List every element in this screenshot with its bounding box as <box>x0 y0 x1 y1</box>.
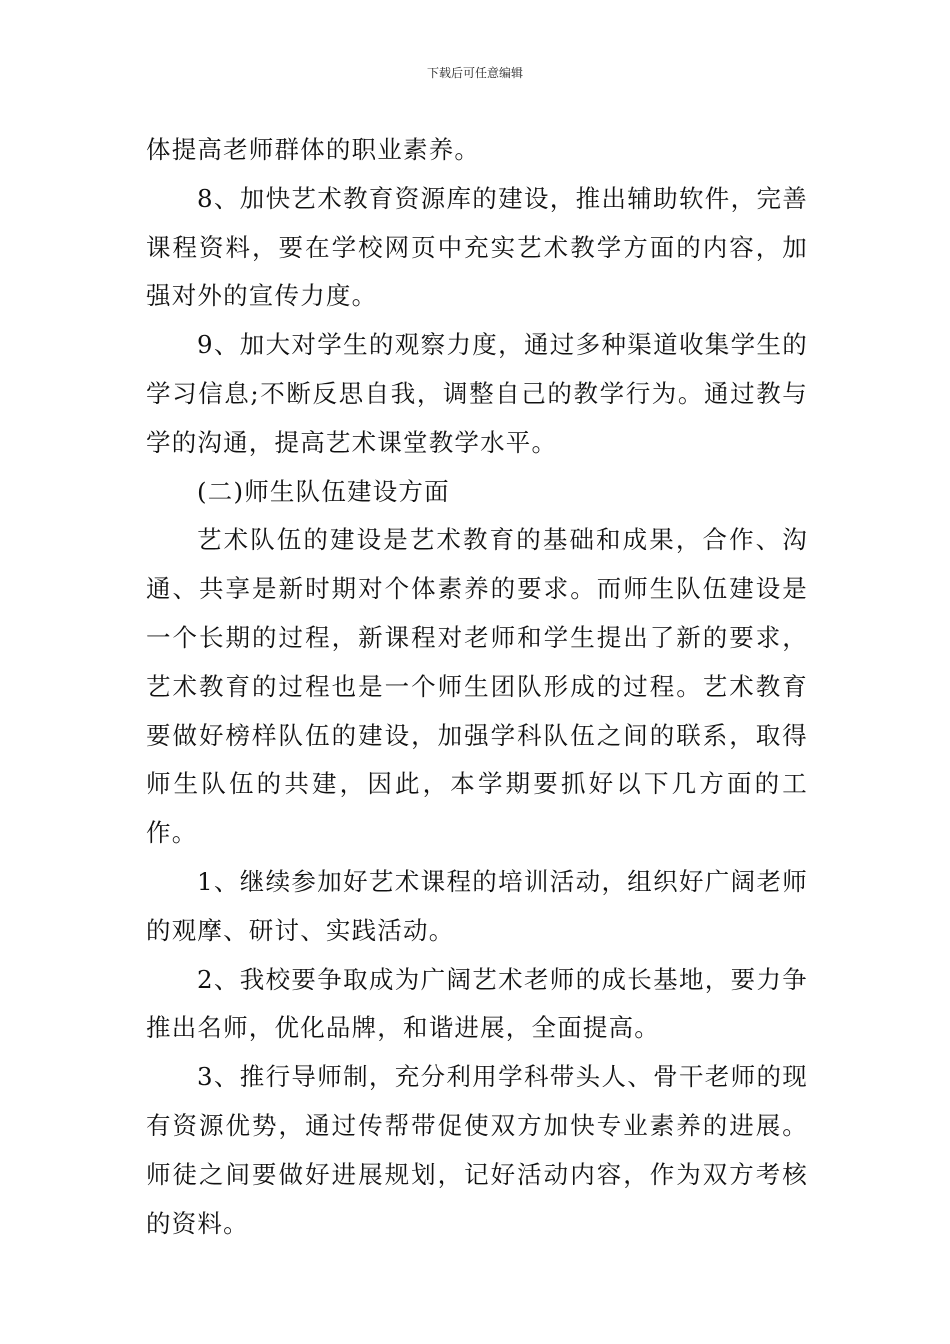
page-header: 下载后可任意编辑 <box>426 66 523 80</box>
paragraph-section-intro: 艺术队伍的建设是艺术教育的基础和成果，合作、沟通、共享是新时期对个体素养的要求。而师生队伍建设是一个长期的过程，新课程对老师和学生提出了新的要求，艺术教育的过程也是一个师生团队形成的过程。艺术教育要做好榜样队伍的建设，加强学科队伍之间的联系，取得师生队伍的共建，因此，本学期要抓好以下几方面的工作。 <box>146 525 808 848</box>
document-body <box>146 126 808 1248</box>
paragraph-continuation: 体提高老师群体的职业素养。 <box>146 135 481 164</box>
paragraph-item-8: 8、加快艺术教育资源库的建设，推出辅助软件，完善课程资料，要在学校网页中充实艺术教学方面的内容，加强对外的宣传力度。 <box>146 183 808 311</box>
section-heading: (二)师生队伍建设方面 <box>197 476 450 506</box>
paragraph-item-1: 1、继续参加好艺术课程的培训活动，组织好广阔老师的观摩、研讨、实践活动。 <box>146 866 808 945</box>
paragraph-item-9: 9、加大对学生的观察力度，通过多种渠道收集学生的学习信息;不断反思自我，调整自己的教学行为。通过教与学的沟通，提高艺术课堂教学水平。 <box>146 330 808 457</box>
paragraph-item-2: 2、我校要争取成为广阔艺术老师的成长基地，要力争推出名师，优化品牌，和谐进展，全面提高。 <box>146 964 808 1043</box>
paragraph-item-3: 3、推行导师制，充分利用学科带头人、骨干老师的现有资源优势，通过传帮带促使双方加快专业素养的进展。师徒之间要做好进展规划，记好活动内容，作为双方考核的资料。 <box>146 1062 808 1238</box>
